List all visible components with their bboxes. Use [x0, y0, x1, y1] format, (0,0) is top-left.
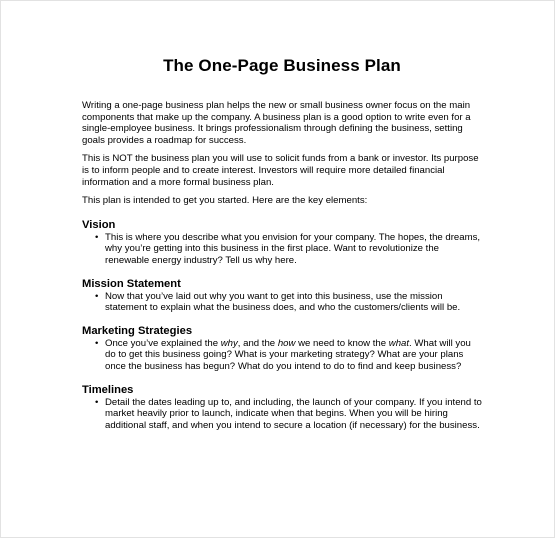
- section-heading-timelines: Timelines: [82, 383, 134, 396]
- mission-statement-list: [82, 291, 482, 314]
- bullet-icon: •: [95, 337, 99, 349]
- list-item: [82, 397, 482, 432]
- vision-list: [82, 232, 482, 267]
- marketing-emphasis-what: what: [388, 337, 410, 349]
- document-title: The One-Page Business Plan: [163, 56, 401, 75]
- intro-paragraph-2: This is NOT the business plan you will use to solicit funds from a bank or investor. Its purpose is to inform people and to create interest. Investors will require more detailed financial information and a more formal business plan.: [82, 153, 479, 188]
- marketing-text-part-3: we need to know the: [295, 337, 389, 349]
- mission-statement-text: Now that you’ve laid out why you want to get into this business, use the mission statement to explain what the business does, and who the customers/clients will be.: [105, 290, 461, 314]
- vision-text: This is where you describe what you envision for your company. The hopes, the dreams, why you’re getting into this business in the first place. Want to revolutionize the renewable energy industry? Tell us why here.: [105, 231, 481, 266]
- intro-paragraph-1: Writing a one-page business plan helps the new or small business owner focus on the main components that make up the company. A business plan is a good option to write even for a single-employee business. It brings professionalism through defining the business, setting goals provides a roadmap for success.: [82, 100, 471, 146]
- marketing-text-part-4: . What will you do to get this business going? What is your marketing strategy? What are your plans once the business has begun? What do you intend to do to find and keep business?: [105, 337, 471, 372]
- section-heading-mission-statement: Mission Statement: [82, 277, 181, 290]
- bullet-icon: •: [95, 231, 99, 243]
- list-item: [82, 291, 482, 314]
- section-heading-marketing-strategies: Marketing Strategies: [82, 324, 193, 337]
- bullet-icon: •: [95, 290, 99, 302]
- marketing-text-part-2: , and the: [237, 337, 278, 349]
- list-item: [82, 338, 482, 373]
- timelines-list: [82, 397, 482, 432]
- bullet-icon: •: [95, 396, 99, 408]
- list-item: [82, 232, 482, 267]
- marketing-emphasis-how: how: [277, 337, 296, 349]
- section-heading-vision: Vision: [82, 218, 116, 231]
- marketing-emphasis-why: why: [220, 337, 238, 349]
- document-page: [82, 56, 482, 431]
- marketing-text-part-1: Once you’ve explained the: [105, 337, 221, 349]
- marketing-strategies-list: [82, 338, 482, 373]
- intro-paragraph-3: This plan is intended to get you started. Here are the key elements:: [82, 195, 368, 207]
- timelines-text: Detail the dates leading up to, and including, the launch of your company. If you intend to market heavily prior to launch, indicate when that begins. When you will be hiring additional staff, and when you intend to secure a location (if necessary) for the business.: [105, 396, 482, 431]
